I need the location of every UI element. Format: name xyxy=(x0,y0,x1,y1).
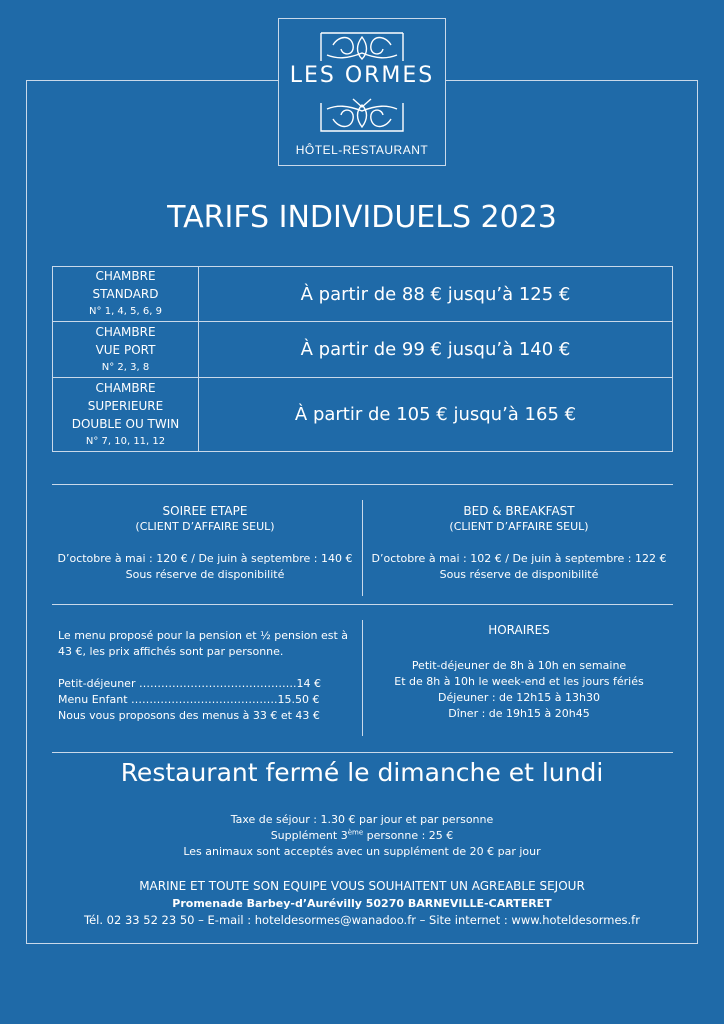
availability-note: Sous réserve de disponibilité xyxy=(439,568,599,581)
room-type-superieure xyxy=(53,378,199,452)
divider xyxy=(52,604,673,605)
room-type-vue-port xyxy=(53,322,199,378)
soiree-prices: D’octobre à mai : 120 € / De juin à septembre : 140 € xyxy=(57,552,353,565)
logo-name: LES ORMES xyxy=(279,63,445,89)
menu-section xyxy=(58,628,358,724)
hotel-logo xyxy=(278,18,446,166)
room-numbers: N° 1, 4, 5, 6, 9 xyxy=(89,306,162,317)
section-title: HORAIRES xyxy=(488,623,550,637)
room-price: À partir de 105 € jusqu’à 165 € xyxy=(199,378,673,452)
bnb-prices: D’octobre à mai : 102 € / De juin à septembre : 122 € xyxy=(371,552,667,565)
section-subtitle: (CLIENT D’AFFAIRE SEUL) xyxy=(449,520,589,533)
section-title: BED & BREAKFAST xyxy=(463,504,575,518)
footer xyxy=(0,878,724,929)
room-label: STANDARD xyxy=(92,287,159,301)
divider xyxy=(52,752,673,753)
room-price: À partir de 88 € jusqu’à 125 € xyxy=(199,267,673,322)
third-person-supplement: Supplément 3ème personne : 25 € xyxy=(270,828,454,842)
divider xyxy=(362,500,363,596)
hours-line: Dîner : de 19h15 à 20h45 xyxy=(448,707,590,720)
menu-intro: Le menu proposé pour la pension et ½ pension est à xyxy=(58,629,349,642)
logo-subtitle: HÔTEL-RESTAURANT xyxy=(295,143,429,157)
room-label: SUPERIEURE xyxy=(87,398,164,413)
hours-line: Petit-déjeuner de 8h à 10h en semaine xyxy=(411,659,627,672)
divider xyxy=(52,484,673,485)
room-label: CHAMBRE xyxy=(95,380,156,395)
breakfast-price: Petit-déjeuner …………………………………….14 € xyxy=(58,677,321,690)
menus-offer: Nous vous proposons des menus à 33 € et 43 € xyxy=(58,709,320,722)
table-row xyxy=(53,267,673,322)
room-label: CHAMBRE xyxy=(95,324,156,339)
room-type-standard xyxy=(53,267,199,322)
room-rates-table xyxy=(52,266,673,452)
divider xyxy=(362,620,363,736)
footer-wish: MARINE ET TOUTE SON EQUIPE VOUS SOUHAITENT UN AGREABLE SEJOUR xyxy=(139,879,585,893)
closing-days: Restaurant fermé le dimanche et lundi xyxy=(120,758,604,787)
section-title: SOIREE ETAPE xyxy=(162,504,248,518)
pets-policy: Les animaux sont acceptés avec un supplément de 20 € par jour xyxy=(183,845,541,858)
extra-info xyxy=(0,812,724,860)
hours-section xyxy=(366,622,672,722)
soiree-etape-section xyxy=(52,503,358,583)
tourist-tax: Taxe de séjour : 1.30 € par jour et par personne xyxy=(230,813,494,826)
hours-line: Déjeuner : de 12h15 à 13h30 xyxy=(438,691,600,704)
footer-contact: Tél. 02 33 52 23 50 – E-mail : hoteldesormes@wanadoo.fr – Site internet : www.hoteldesormes.fr xyxy=(84,913,640,927)
child-menu-price: Menu Enfant ………………………………….15.50 € xyxy=(58,693,320,706)
room-label: DOUBLE OU TWIN xyxy=(71,416,180,431)
hours-line: Et de 8h à 10h le week-end et les jours fériés xyxy=(394,675,644,688)
page-title: TARIFS INDIVIDUELS 2023 xyxy=(167,200,557,235)
room-label: CHAMBRE xyxy=(95,269,156,283)
footer-address: Promenade Barbey-d’Aurévilly 50270 BARNEVILLE-CARTERET xyxy=(172,897,552,910)
bed-breakfast-section xyxy=(366,503,672,583)
room-numbers: N° 2, 3, 8 xyxy=(101,361,150,373)
room-label: VUE PORT xyxy=(95,342,156,357)
room-price: À partir de 99 € jusqu’à 140 € xyxy=(199,322,673,378)
room-numbers: N° 7, 10, 11, 12 xyxy=(85,435,166,447)
availability-note: Sous réserve de disponibilité xyxy=(125,568,285,581)
table-row xyxy=(53,322,673,378)
section-subtitle: (CLIENT D’AFFAIRE SEUL) xyxy=(135,520,275,533)
menu-intro: 43 €, les prix affichés sont par personne. xyxy=(58,645,284,658)
table-row xyxy=(53,378,673,452)
